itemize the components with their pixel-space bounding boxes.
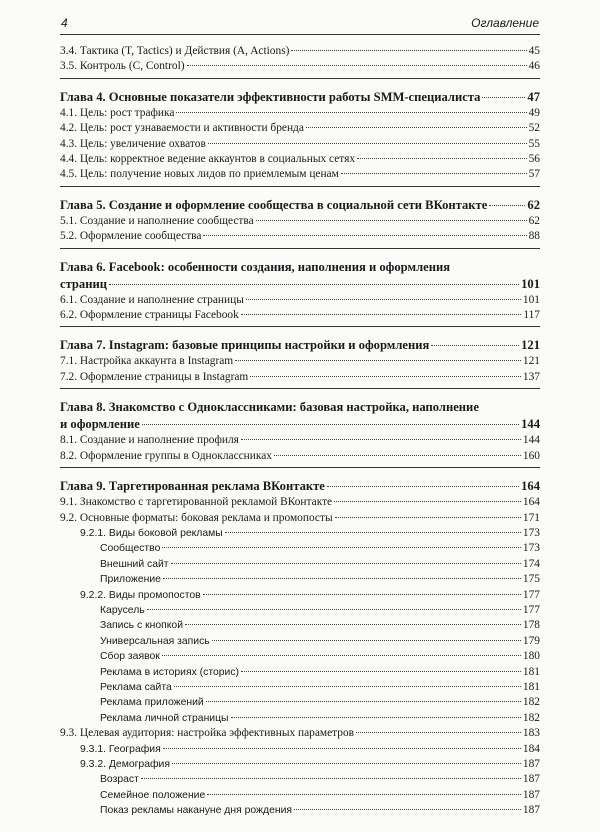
dot-leader	[241, 314, 522, 315]
toc-entry[interactable]	[60, 495, 540, 510]
entry-title: 6.1. Создание и наполнение страницы	[60, 293, 244, 306]
toc-section	[60, 478, 540, 822]
dot-leader	[163, 578, 521, 579]
entry-title: 4.2. Цель: рост узнаваемости и активности бренда	[60, 122, 304, 135]
dot-leader	[147, 609, 521, 610]
entry-page-number: 184	[522, 742, 540, 755]
toc-section	[60, 197, 540, 249]
dot-leader	[208, 143, 527, 144]
entry-page-number: 57	[528, 168, 540, 181]
entry-title: 7.1. Настройка аккаунта в Instagram	[60, 355, 234, 368]
toc-section	[60, 399, 540, 468]
toc-section	[60, 337, 540, 389]
entry-title: 9.2. Основные форматы: боковая реклама и промопосты	[60, 511, 333, 524]
toc-entry[interactable]	[60, 557, 540, 572]
toc-entry[interactable]	[60, 711, 540, 726]
entry-title: 9.1. Знакомство с таргетированной рекламой ВКонтакте	[60, 496, 333, 509]
toc-entry[interactable]	[60, 634, 540, 649]
toc-chapter-entry[interactable]	[60, 89, 540, 106]
entry-page-number: 49	[528, 106, 540, 119]
entry-page-number: 175	[522, 573, 540, 586]
entry-title: 7.2. Оформление страницы в Instagram	[60, 370, 249, 383]
entry-page-number: 121	[522, 355, 540, 368]
entry-title: Глава 4. Основные показатели эффективности работы SMM-специалиста	[60, 89, 481, 104]
entry-title: Универсальная запись	[100, 635, 210, 647]
dot-leader	[291, 50, 526, 51]
toc-entry[interactable]	[60, 354, 540, 369]
toc-chapter-entry[interactable]	[60, 416, 540, 433]
toc-entry[interactable]	[60, 44, 540, 59]
dot-leader	[162, 655, 521, 656]
toc-entry[interactable]	[60, 59, 540, 74]
entry-page-number: 55	[528, 137, 540, 150]
dot-leader	[241, 439, 521, 440]
toc-entry[interactable]	[60, 229, 540, 244]
toc-entry[interactable]	[60, 106, 540, 121]
entry-page-number: 160	[522, 449, 540, 462]
entry-title: 9.3.2. Демография	[80, 759, 170, 770]
entry-page-number: 62	[527, 197, 540, 212]
dot-leader	[235, 360, 521, 361]
entry-title: 4.3. Цель: увеличение охватов	[60, 137, 206, 150]
entry-title: Реклама в историях (сторис)	[100, 666, 239, 678]
entry-page-number: 174	[522, 557, 540, 570]
dot-leader	[250, 376, 521, 377]
dot-leader	[357, 158, 527, 159]
entry-page-number: 187	[522, 804, 540, 817]
dot-leader	[431, 345, 519, 346]
toc-entry[interactable]	[60, 803, 540, 818]
entry-title: Показ рекламы накануне дня рождения	[100, 805, 293, 817]
dot-leader	[187, 65, 527, 66]
entry-page-number: 183	[522, 727, 540, 740]
entry-page-number: 179	[522, 634, 540, 647]
entry-page-number: 178	[522, 619, 540, 632]
dot-leader	[306, 127, 527, 128]
entry-page-number: 181	[522, 680, 540, 693]
entry-title: и оформление	[60, 417, 140, 432]
dot-leader	[203, 235, 526, 236]
entry-title: Внешний сайт	[100, 558, 169, 570]
dot-leader	[246, 299, 521, 300]
toc-entry[interactable]	[60, 742, 540, 757]
page-header	[60, 14, 540, 35]
entry-title: Приложение	[100, 574, 161, 586]
toc-entry[interactable]	[60, 695, 540, 710]
dot-leader	[174, 686, 521, 687]
entry-title: Глава 9. Таргетированная реклама ВКонтакте	[60, 479, 325, 494]
entry-page-number: 101	[522, 293, 540, 306]
entry-page-number: 137	[522, 370, 540, 383]
dot-leader	[334, 501, 521, 502]
toc-entry[interactable]	[60, 433, 540, 448]
dot-leader	[162, 547, 521, 548]
entry-title: 3.5. Контроль (C, Control)	[60, 60, 185, 73]
toc-entry[interactable]	[60, 152, 540, 167]
entry-title: 6.2. Оформление страницы Facebook	[60, 309, 239, 322]
entry-title: 4.4. Цель: корректное ведение аккаунтов в социальных сетях	[60, 153, 356, 166]
entry-title: 5.1. Создание и наполнение сообщества	[60, 214, 254, 227]
entry-page-number: 182	[522, 711, 540, 724]
entry-title: Возраст	[100, 774, 139, 786]
entry-title: 9.3. Целевая аудитория: настройка эффективных параметров	[60, 727, 355, 740]
entry-title: Запись с кнопкой	[100, 620, 183, 632]
dot-leader	[274, 455, 521, 456]
toc-entry[interactable]	[60, 167, 540, 182]
dot-leader	[142, 424, 519, 425]
dot-leader	[256, 220, 527, 221]
toc-entry[interactable]	[60, 121, 540, 136]
dot-leader	[203, 594, 521, 595]
dot-leader	[212, 640, 521, 641]
entry-page-number: 177	[522, 603, 540, 616]
dot-leader	[294, 809, 521, 810]
toc-chapter-entry[interactable]	[60, 478, 540, 495]
entry-page-number: 47	[527, 89, 540, 104]
entry-page-number: 177	[522, 588, 540, 601]
toc-chapter-entry[interactable]	[60, 337, 540, 354]
entry-title: Карусель	[100, 604, 145, 616]
toc-entry[interactable]	[60, 293, 540, 308]
toc-chapter-entry[interactable]	[60, 197, 540, 214]
toc-entry[interactable]	[60, 370, 540, 385]
entry-title: 3.4. Тактика (T, Tactics) и Действия (A, Actions)	[60, 45, 290, 57]
page-number: 4	[61, 16, 68, 30]
dot-leader	[335, 517, 521, 518]
entry-title: Глава 5. Создание и оформление сообщества в социальной сети ВКонтакте	[60, 197, 488, 212]
entry-title: Реклама сайта	[100, 681, 172, 693]
entry-page-number: 52	[528, 122, 540, 135]
entry-page-number: 121	[521, 338, 540, 353]
entry-page-number: 164	[521, 479, 540, 494]
dot-leader	[141, 778, 521, 779]
entry-page-number: 173	[522, 526, 540, 539]
entry-page-number: 164	[522, 496, 540, 509]
entry-title: 5.2. Оформление сообщества	[60, 230, 202, 243]
entry-title: страниц	[60, 276, 107, 291]
entry-title: Реклама личной страницы	[100, 712, 229, 724]
dot-leader	[206, 701, 521, 702]
entry-page-number: 181	[522, 665, 540, 678]
dot-leader	[109, 284, 519, 285]
dot-leader	[185, 624, 521, 625]
dot-leader	[207, 794, 521, 795]
toc-entry[interactable]	[60, 541, 540, 556]
dot-leader	[172, 763, 521, 764]
chapter-title-line: Глава 6. Facebook: особенности создания, наполнения и оформления	[60, 259, 451, 274]
entry-title: 9.2.2. Виды промопостов	[80, 589, 201, 601]
toc-entry[interactable]	[60, 214, 540, 229]
entry-title: Сообщество	[100, 543, 161, 555]
entry-title: 8.1. Создание и наполнение профиля	[60, 434, 239, 447]
dot-leader	[489, 205, 525, 206]
entry-page-number: 144	[521, 417, 540, 432]
toc-entry[interactable]	[60, 603, 540, 618]
toc-section	[60, 89, 540, 187]
entry-title: 4.5. Цель: получение новых лидов по приемлемым ценам	[60, 168, 339, 181]
dot-leader	[176, 112, 526, 113]
entry-page-number: 62	[528, 214, 540, 227]
toc-entry[interactable]	[60, 788, 540, 803]
toc-entry[interactable]	[60, 308, 540, 323]
dot-leader	[163, 748, 521, 749]
chapter-title-line: Глава 8. Знакомство с Одноклассниками: базовая настройка, наполнение	[60, 400, 479, 415]
toc-entry[interactable]	[60, 618, 540, 633]
entry-page-number: 173	[522, 542, 540, 555]
entry-title: 4.1. Цель: рост трафика	[60, 106, 175, 119]
toc-entry[interactable]	[60, 511, 540, 526]
entry-page-number: 117	[523, 309, 540, 322]
entry-page-number: 88	[528, 230, 540, 243]
toc-entry[interactable]	[60, 572, 540, 587]
entry-page-number: 101	[521, 276, 540, 291]
dot-leader	[241, 671, 521, 672]
entry-page-number: 187	[522, 758, 540, 770]
toc-entry[interactable]	[60, 526, 540, 541]
toc-chapter-entry[interactable]	[60, 276, 540, 293]
entry-title: Сбор заявок	[100, 651, 160, 663]
entry-title: Семейное положение	[100, 789, 206, 801]
toc-entry[interactable]	[60, 680, 540, 695]
entry-page-number: 187	[522, 788, 540, 801]
dot-leader	[341, 173, 527, 174]
entry-title: Глава 7. Instagram: базовые принципы настройки и оформления	[60, 338, 430, 353]
toc-entry[interactable]	[60, 449, 540, 464]
entry-page-number: 187	[522, 773, 540, 786]
entry-page-number: 45	[528, 45, 540, 57]
dot-leader	[327, 486, 519, 487]
entry-page-number: 56	[528, 153, 540, 166]
dot-leader	[231, 717, 521, 718]
dot-leader	[171, 563, 521, 564]
entry-page-number: 46	[528, 60, 540, 73]
entry-title: 8.2. Оформление группы в Одноклассниках	[60, 449, 272, 462]
dot-leader	[356, 732, 521, 733]
entry-page-number: 182	[522, 696, 540, 709]
entry-title: 9.3.1. География	[80, 743, 161, 755]
toc-section	[60, 259, 540, 328]
toc-entry[interactable]	[60, 772, 540, 787]
toc-entry[interactable]	[60, 726, 540, 741]
toc-entry[interactable]	[60, 588, 540, 603]
entry-page-number: 171	[522, 511, 540, 524]
toc-entry[interactable]	[60, 649, 540, 664]
entry-title: Реклама приложений	[100, 697, 204, 709]
toc-entry[interactable]	[60, 137, 540, 152]
toc-section	[60, 44, 540, 79]
dot-leader	[482, 97, 525, 98]
entry-title: 9.2.1. Виды боковой рекламы	[80, 527, 223, 539]
running-title: Оглавление	[471, 16, 539, 30]
toc-entry[interactable]	[60, 757, 540, 772]
table-of-contents	[60, 44, 540, 832]
entry-page-number: 180	[522, 650, 540, 663]
dot-leader	[225, 532, 521, 533]
toc-entry[interactable]	[60, 665, 540, 680]
entry-page-number: 144	[522, 434, 540, 447]
